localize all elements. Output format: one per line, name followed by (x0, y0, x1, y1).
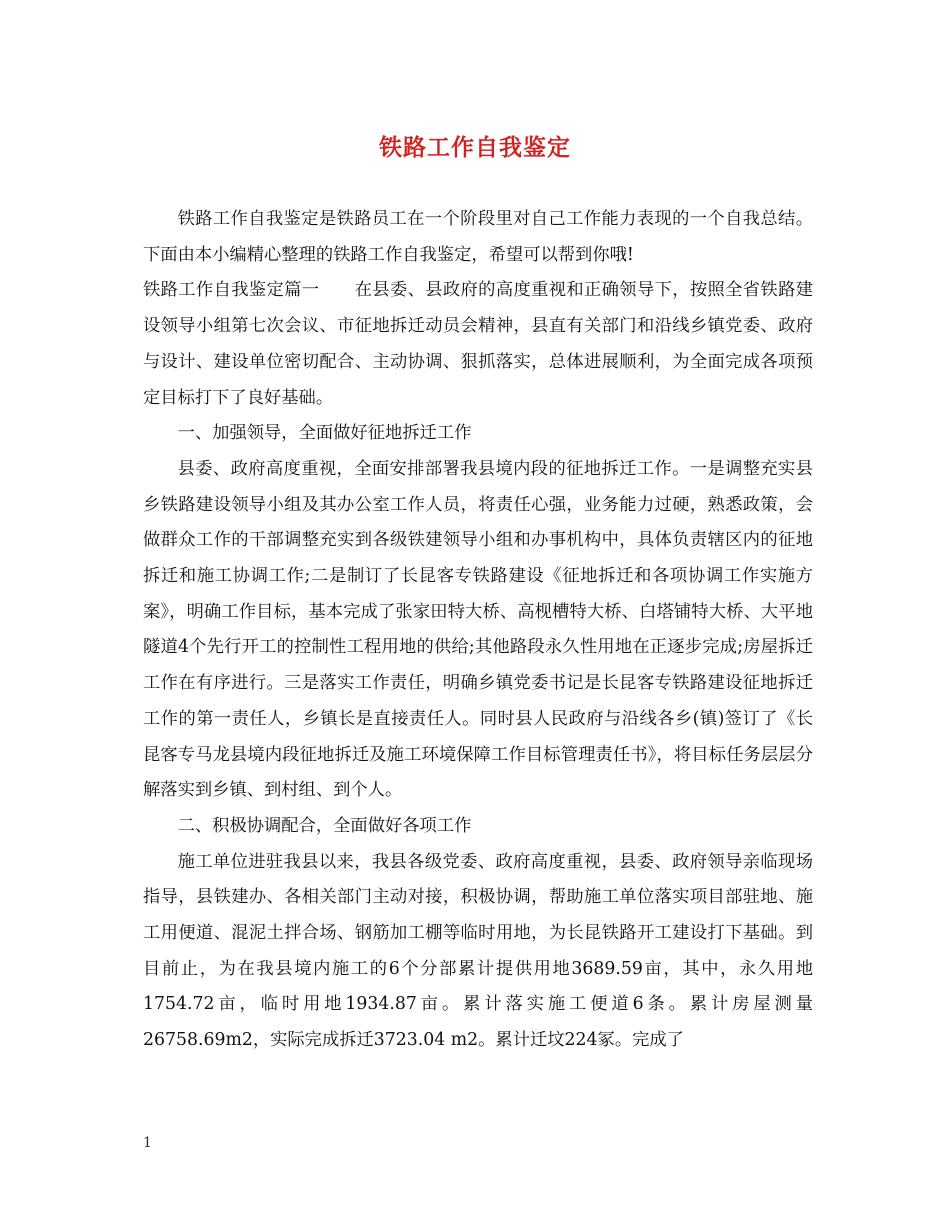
document-title: 铁路工作自我鉴定 (379, 134, 571, 161)
document-body (143, 202, 813, 1059)
paragraph-coordination-detail: 施工单位进驻我县以来，我县各级党委、政府高度重视，县委、政府领导亲临现场指导，县铁建办、各相关部门主动对接，积极协调，帮助施工单位落实项目部驻地、施工用便道、混泥土拌合场、钢筋加工棚等临时用地，为长昆铁路开工建设打下基础。到目前止，为在我县境内施工的6个分部累计提供用地3689.59亩，其中，永久用地1754.72亩，临时用地1934.87亩。累计落实施工便道6条。累计房屋测量26758.69m2，实际完成拆迁3723.04 m2。累计迁坟224冢。完成了 (143, 851, 813, 1051)
paragraph-leadership-detail: 县委、政府高度重视，全面安排部署我县境内段的征地拆迁工作。一是调整充实县乡铁路建设领导小组及其办公室工作人员，将责任心强，业务能力过硬，熟悉政策，会做群众工作的干部调整充实到各级铁建领导小组和办事机构中，具体负责辖区内的征地拆迁和施工协调工作;二是制订了长昆客专铁路建设《征地拆迁和各项协调工作实施方案》，明确工作目标，基本完成了张家田特大桥、高枧槽特大桥、白塔铺特大桥、大平地隧道4个先行开工的控制性工程用地的供给;其他路段永久性用地在正逐步完成;房屋拆迁工作在有序进行。三是落实工作责任，明确乡镇党委书记是长昆客专铁路建设征地拆迁工作的第一责任人，乡镇长是直接责任人。同时县人民政府与沿线各乡(镇)签订了《长昆客专马龙县境内段征地拆迁及施工环境保障工作目标管理责任书》，将目标任务层层分解落实到乡镇、到村组、到个人。 (143, 458, 813, 801)
paragraph-section-one: 铁路工作自我鉴定篇一 在县委、县政府的高度重视和正确领导下，按照全省铁路建设领导小组第七次会议、市征地拆迁动员会精神，县直有关部门和沿线乡镇党委、政府与设计、建设单位密切配合、主动协调、狠抓落实，总体进展顺利，为全面完成各项预定目标打下了良好基础。 (143, 280, 813, 408)
heading-coordination: 二、积极协调配合，全面做好各项工作 (177, 815, 472, 836)
heading-strengthen-leadership: 一、加强领导，全面做好征地拆迁工作 (177, 423, 472, 444)
paragraph-intro: 铁路工作自我鉴定是铁路员工在一个阶段里对自己工作能力表现的一个自我总结。下面由本小编精心整理的铁路工作自我鉴定，希望可以帮到你哦! (143, 209, 813, 265)
page-number: 1 (143, 1135, 152, 1151)
